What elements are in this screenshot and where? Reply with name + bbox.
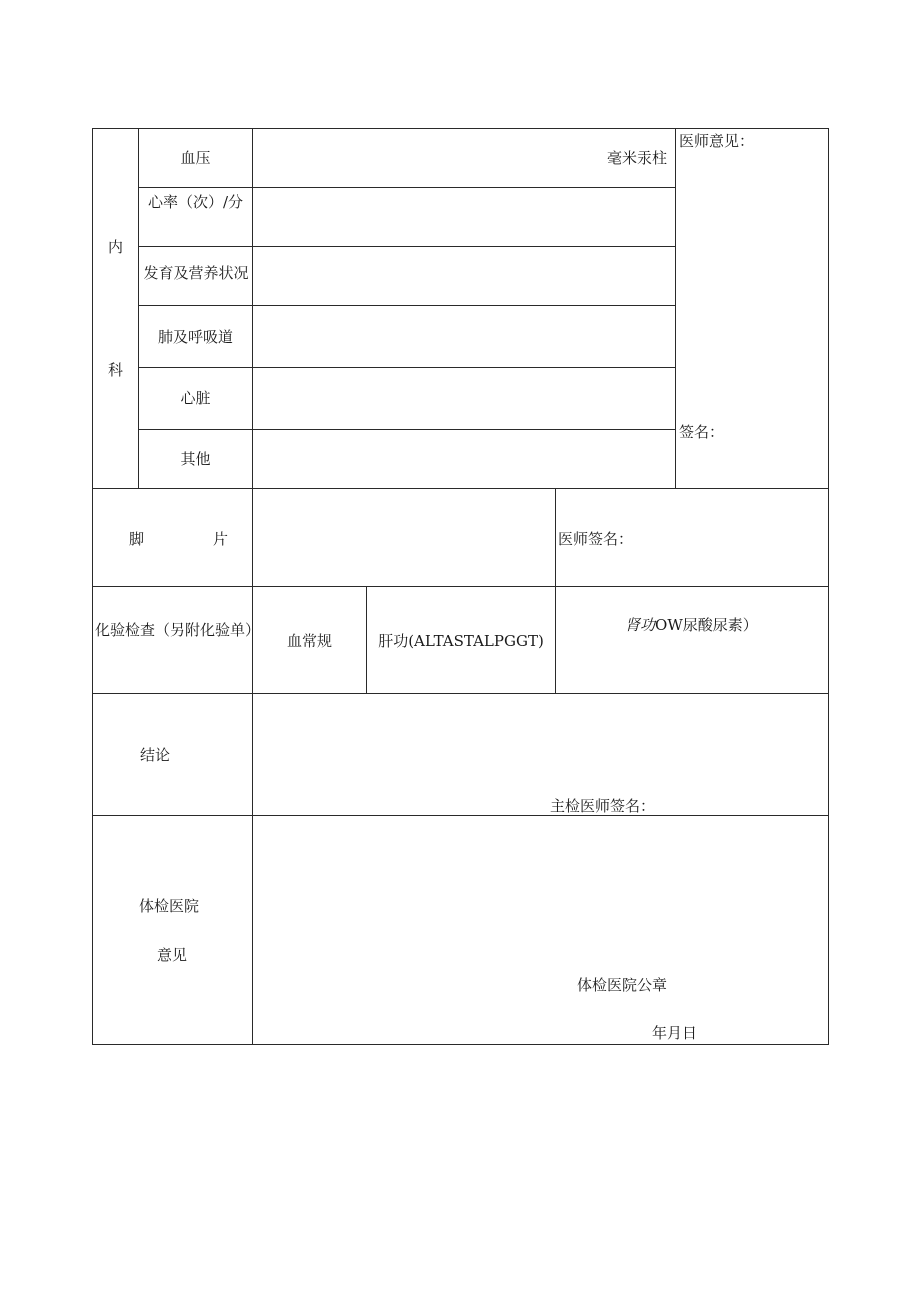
table-border-top — [92, 128, 829, 129]
row-label-blood-pressure: 血压 — [180, 149, 211, 167]
blood-pressure-unit: 毫米汞柱 — [607, 149, 668, 167]
col-divider — [675, 128, 676, 488]
date-label: 年月日 — [652, 1024, 698, 1042]
row-label-development-nutrition: 发育及营养状况 — [143, 264, 249, 282]
row-divider — [138, 246, 675, 247]
foot-label-left: 脚 — [129, 530, 145, 548]
section-divider — [92, 693, 829, 694]
col-divider — [252, 128, 253, 1045]
section-divider — [92, 586, 829, 587]
section-divider — [92, 815, 829, 816]
blood-routine-label: 血常规 — [286, 632, 332, 650]
kidney-function-prefix: 肾功 — [625, 616, 656, 634]
row-divider — [138, 305, 675, 306]
foot-label-right: 片 — [213, 530, 229, 548]
section-label-medicine: 科 — [108, 361, 124, 379]
liver-function-label: 肝功(ALTASTALPGGT) — [378, 632, 544, 650]
section-label-internal: 内 — [108, 238, 124, 256]
kidney-function-rest: OW尿酸尿素） — [655, 616, 758, 634]
internal-signature-label: 签名： — [679, 423, 725, 441]
table-border-right — [828, 128, 829, 1045]
hospital-seal-label: 体检医院公章 — [577, 976, 668, 994]
row-divider — [138, 187, 675, 188]
row-divider — [138, 429, 675, 430]
table-border-left — [92, 128, 93, 1045]
row-label-other: 其他 — [180, 450, 211, 468]
row-label-heart: 心脏 — [180, 389, 211, 407]
conclusion-label: 结论 — [140, 746, 171, 764]
lab-test-label: 化验检查（另附化验单） — [95, 621, 261, 639]
foot-doctor-signature-label: 医师签名： — [558, 530, 634, 548]
table-border-bottom — [92, 1044, 829, 1045]
hospital-opinion-label-line2: 意见 — [157, 946, 188, 964]
kidney-function-label — [625, 614, 758, 636]
row-label-heart-rate: 心率（次）/分 — [147, 193, 244, 211]
row-divider — [138, 367, 675, 368]
col-divider — [555, 488, 556, 693]
section-divider — [92, 488, 829, 489]
hospital-opinion-label-line1: 体检医院 — [139, 897, 200, 915]
chief-doctor-signature-label: 主检医师签名： — [550, 797, 656, 815]
doctor-opinion-label: 医师意见： — [679, 132, 755, 150]
row-label-lungs: 肺及呼吸道 — [157, 328, 233, 346]
col-divider — [138, 128, 139, 488]
